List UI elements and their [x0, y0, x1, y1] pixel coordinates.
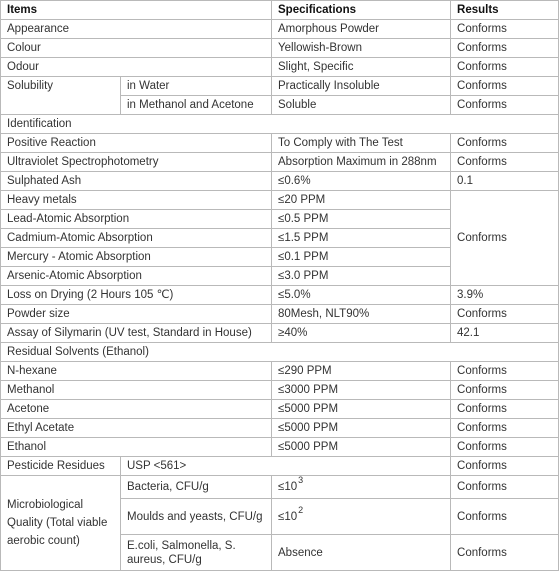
sub-item-cell: Bacteria, CFU/g — [121, 476, 272, 499]
table-row — [1, 305, 559, 324]
spec-cell: 80Mesh, NLT90% — [272, 305, 451, 324]
header-row — [1, 1, 559, 20]
spec-cell: ≤3000 PPM — [272, 381, 451, 400]
spec-exponent: 3 — [298, 475, 304, 486]
result-cell: Conforms — [451, 20, 559, 39]
item-cell: Microbiological Quality (Total viable aerobic count) — [1, 476, 121, 571]
section-row — [1, 343, 559, 362]
sub-item-cell: in Water — [121, 77, 272, 96]
spec-cell: ≤3.0 PPM — [272, 267, 451, 286]
table-row — [1, 362, 559, 381]
table-row — [1, 153, 559, 172]
result-cell: Conforms — [451, 191, 559, 286]
spec-cell: Absence — [272, 535, 451, 571]
spec-cell: ≥40% — [272, 324, 451, 343]
spec-cell: ≤0.1 PPM — [272, 248, 451, 267]
spec-cell: ≤5.0% — [272, 286, 451, 305]
table-row — [1, 457, 559, 476]
item-cell: Pesticide Residues — [1, 457, 121, 476]
result-cell: Conforms — [451, 499, 559, 535]
result-cell: Conforms — [451, 77, 559, 96]
item-cell: Assay of Silymarin (UV test, Standard in House) — [1, 324, 272, 343]
table-row — [1, 77, 559, 96]
result-cell: Conforms — [451, 381, 559, 400]
sub-item-cell: Moulds and yeasts, CFU/g — [121, 499, 272, 535]
spec-cell: ≤5000 PPM — [272, 400, 451, 419]
item-cell: Odour — [1, 58, 272, 77]
table-row — [1, 286, 559, 305]
item-cell: Acetone — [1, 400, 272, 419]
result-cell: Conforms — [451, 457, 559, 476]
table-row — [1, 381, 559, 400]
item-cell: Colour — [1, 39, 272, 58]
result-cell: Conforms — [451, 419, 559, 438]
table-row — [1, 58, 559, 77]
spec-cell: ≤1.5 PPM — [272, 229, 451, 248]
header-results: Results — [451, 1, 559, 20]
spec-cell: To Comply with The Test — [272, 134, 451, 153]
spec-value: ≤10 — [278, 481, 298, 493]
item-cell: Positive Reaction — [1, 134, 272, 153]
item-cell: Lead-Atomic Absorption — [1, 210, 272, 229]
table-row — [1, 438, 559, 457]
spec-cell: Yellowish-Brown — [272, 39, 451, 58]
item-cell: Sulphated Ash — [1, 172, 272, 191]
table-row — [1, 134, 559, 153]
result-cell: Conforms — [451, 39, 559, 58]
spec-cell: ≤0.6% — [272, 172, 451, 191]
section-title: Identification — [1, 115, 559, 134]
spec-cell: Slight, Specific — [272, 58, 451, 77]
result-cell: Conforms — [451, 96, 559, 115]
result-cell: Conforms — [451, 58, 559, 77]
table-row — [1, 172, 559, 191]
result-cell: Conforms — [451, 438, 559, 457]
result-cell: 0.1 — [451, 172, 559, 191]
item-cell: Cadmium-Atomic Absorption — [1, 229, 272, 248]
item-cell: Arsenic-Atomic Absorption — [1, 267, 272, 286]
spec-value: ≤10 — [278, 510, 298, 523]
spec-cell: ≤20 PPM — [272, 191, 451, 210]
header-specifications: Specifications — [272, 1, 451, 20]
item-cell: Mercury - Atomic Absorption — [1, 248, 272, 267]
sub-item-cell: E.coli, Salmonella, S. aureus, CFU/g — [121, 535, 272, 571]
item-cell: Powder size — [1, 305, 272, 324]
spec-cell: Amorphous Powder — [272, 20, 451, 39]
spec-cell: ≤290 PPM — [272, 362, 451, 381]
item-cell: Ethyl Acetate — [1, 419, 272, 438]
header-items: Items — [1, 1, 272, 20]
item-cell: Ultraviolet Spectrophotometry — [1, 153, 272, 172]
table-row — [1, 20, 559, 39]
item-cell: Solubility — [1, 77, 121, 115]
result-cell: Conforms — [451, 134, 559, 153]
spec-cell: ≤0.5 PPM — [272, 210, 451, 229]
spec-cell — [272, 499, 451, 535]
spec-cell: Soluble — [272, 96, 451, 115]
item-cell: Ethanol — [1, 438, 272, 457]
result-cell: 3.9% — [451, 286, 559, 305]
section-row — [1, 115, 559, 134]
table-row — [1, 476, 559, 499]
spec-cell: Practically Insoluble — [272, 77, 451, 96]
spec-cell: Absorption Maximum in 288nm — [272, 153, 451, 172]
table-row — [1, 324, 559, 343]
section-title: Residual Solvents (Ethanol) — [1, 343, 559, 362]
table-row — [1, 39, 559, 58]
table-row — [1, 400, 559, 419]
item-cell: Heavy metals — [1, 191, 272, 210]
spec-cell: ≤5000 PPM — [272, 438, 451, 457]
result-cell: Conforms — [451, 476, 559, 499]
spec-cell: ≤5000 PPM — [272, 419, 451, 438]
item-cell: N-hexane — [1, 362, 272, 381]
result-cell: Conforms — [451, 535, 559, 571]
result-cell: Conforms — [451, 362, 559, 381]
result-cell: Conforms — [451, 153, 559, 172]
table-row — [1, 191, 559, 210]
spec-exponent: 2 — [298, 504, 304, 515]
sub-item-cell: in Methanol and Acetone — [121, 96, 272, 115]
result-cell: Conforms — [451, 400, 559, 419]
item-cell: Loss on Drying (2 Hours 105 ℃) — [1, 286, 272, 305]
result-cell: Conforms — [451, 305, 559, 324]
item-cell: Appearance — [1, 20, 272, 39]
spec-cell: USP <561> — [121, 457, 451, 476]
spec-cell — [272, 476, 451, 499]
result-cell: 42.1 — [451, 324, 559, 343]
item-cell: Methanol — [1, 381, 272, 400]
table-row — [1, 419, 559, 438]
